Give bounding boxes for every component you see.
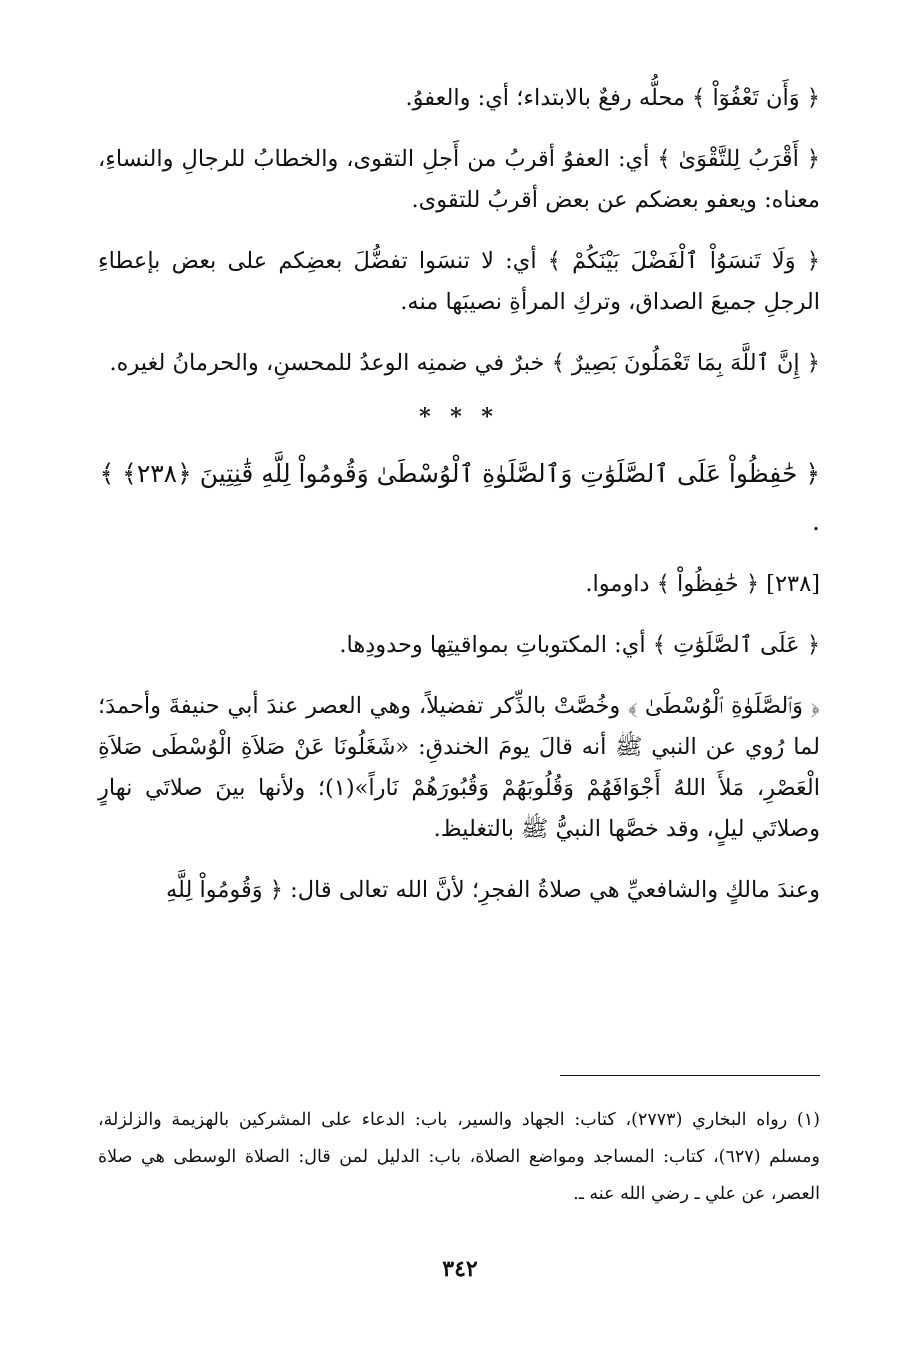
paragraph-la-tansaw: ﴿ وَلَا تَنسَوُاْ ٱلْفَضْلَ بَيْنَكُمْ ﴾ أي: لا تنسَوا تفضُّلَ بعضِكم على بعض بإعطاءِ الرجلِ جميعَ الصداق، وتركِ المرأةِ نصيبَها منه. (98, 248, 820, 315)
paragraph-salawat: ﴿ عَلَى ٱلصَّلَوَٰتِ ﴾ أي: المكتوباتِ بمواقيتِها وحدودِها. (339, 632, 820, 658)
footnote-1: (١) رواه البخاري (٢٧٧٣)، كتاب: الجهاد والسير، باب: الدعاء على المشركين بالهزيمة والزلزلة، ومسلم (٦٢٧)، كتاب: المساجد ومواضع الصلاة، باب: الدليل لمن قال: الصلاة الوسطى هي صلاة العصر، عن علي ـ رضي الله عنه ـ. (98, 1110, 820, 1204)
page-number: ٣٤٢ (442, 1256, 478, 1282)
paragraph-aqrab: ﴿ أَقْرَبُ لِلتَّقْوَىٰ ﴾ أي: العفوُ أقربُ من أَجلِ التقوى، والخطابُ للرجالِ والنساءِ، معناه: ويعفو بعضكم عن بعض أقربُ للتقوى. (98, 146, 820, 213)
quran-verse-238: ﴿ حَٰفِظُواْ عَلَى ٱلصَّلَوَٰتِ وَٱلصَّلَوٰةِ ٱلْوُسْطَىٰ وَقُومُواْ لِلَّهِ قَٰنِتِينَ ﴿٢٣٨﴾ ﴾ . (99, 459, 820, 536)
paragraph-malik: وعندَ مالكٍ والشافعيِّ هي صلاةُ الفجرِ؛ لأنَّ الله تعالى قال: ﴿ وَقُومُواْ لِلَّهِ (165, 877, 820, 903)
main-text (98, 78, 820, 931)
section-separator: * * * (419, 404, 499, 430)
paragraph-tafwa: ﴿ وَأَن تَعْفُوٓاْ ﴾ محلُّه رفعٌ بالابتداء؛ أي: والعفوُ. (405, 85, 820, 111)
paragraph-hafizu: [٢٣٨] ﴿ حَٰفِظُواْ ﴾ داوموا. (585, 571, 820, 597)
paragraph-wusta: ﴿ وَٱلصَّلَوٰةِ ٱلْوُسْطَىٰ ﴾ وخُصَّتْ بالذِّكر تفضيلاً، وهي العصر عندَ أبي حنيفةَ وأحمدَ؛ لما رُوي عن النبي ﷺ أنه قالَ يومَ الخندقِ: «شَغَلُونَا عَنْ صَلاَةِ الْوُسْطَى صَلاَةِ الْعَصْرِ، مَلأَ اللهُ أَجْوَافَهُمْ وَقُلُوبَهُمْ وَقُبُورَهُمْ نَاراً»(١)؛ ولأنها بينَ صلاتَي نهارٍ وصلاتَي ليلٍ، وقد خصَّها النبيُّ ﷺ بالتغليظ. (98, 693, 820, 842)
footnote-divider (560, 1075, 820, 1076)
paragraph-basir: ﴿ إِنَّ ٱللَّهَ بِمَا تَعْمَلُونَ بَصِيرٌ ﴾ خبرٌ في ضمنِه الوعدُ للمحسنِ، والحرمانُ لغيره. (109, 350, 820, 376)
